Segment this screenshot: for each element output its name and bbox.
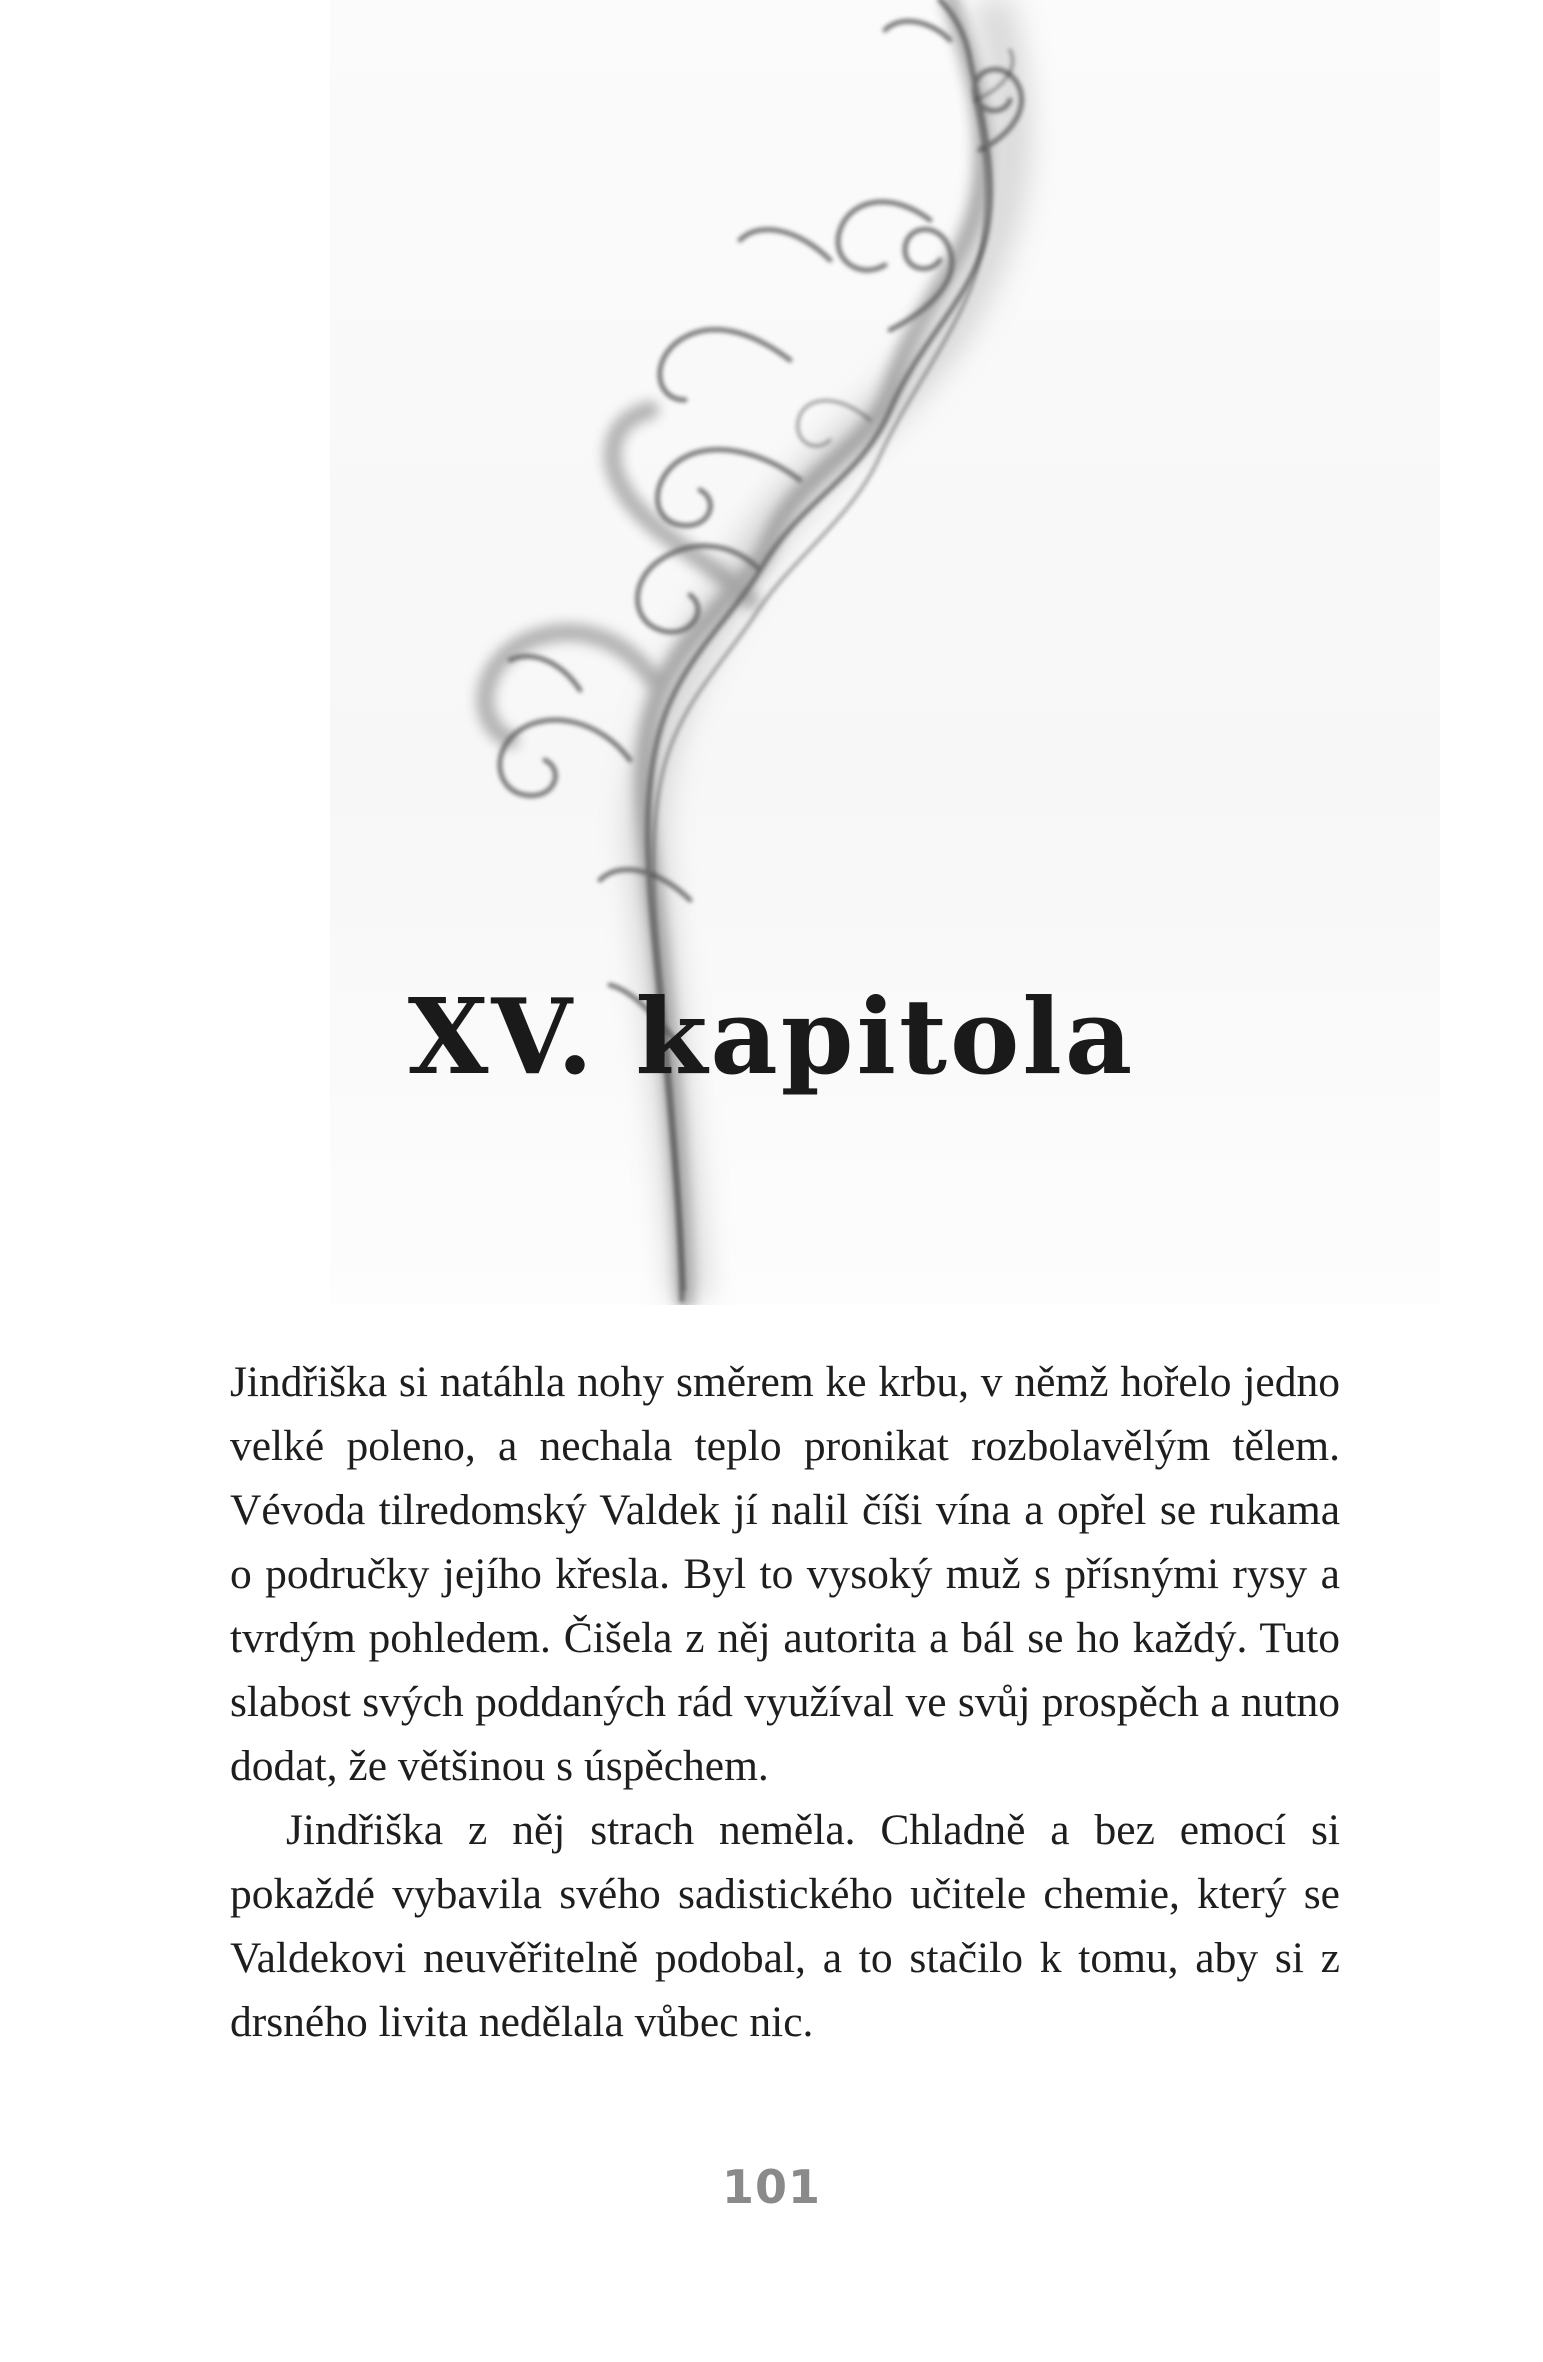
smoke-wisp-illustration [330,0,1440,1305]
chapter-body [230,1350,1340,2054]
paragraph-1: Jindřiška si natáhla nohy směrem ke krbu, v němž hořelo jedno velké poleno, a nechala teplo pronikat rozbolavělým tělem. Vévoda tilredomský Valdek jí nalil číši vína a opřel se rukama o područky jejího křesla. Byl to vysoký muž s přísnými rysy a tvrdým pohledem. Čišela z něj autorita a bál se ho každý. Tuto slabost svých poddaných rád využíval ve svůj prospěch a nutno dodat, že většinou s úspěchem. [230,1358,1340,1790]
chapter-title: XV. kapitola [407,975,1136,1098]
page-number: 101 [721,2160,822,2214]
paragraph-2: Jindřiška z něj strach neměla. Chladně a bez emocí si pokaždé vybavila svého sadistického učitele chemie, který se Valdekovi neuvěřitelně podobal, a to stačilo k tomu, aby si z drsného livita nedělala vůbec nic. [230,1806,1340,2046]
